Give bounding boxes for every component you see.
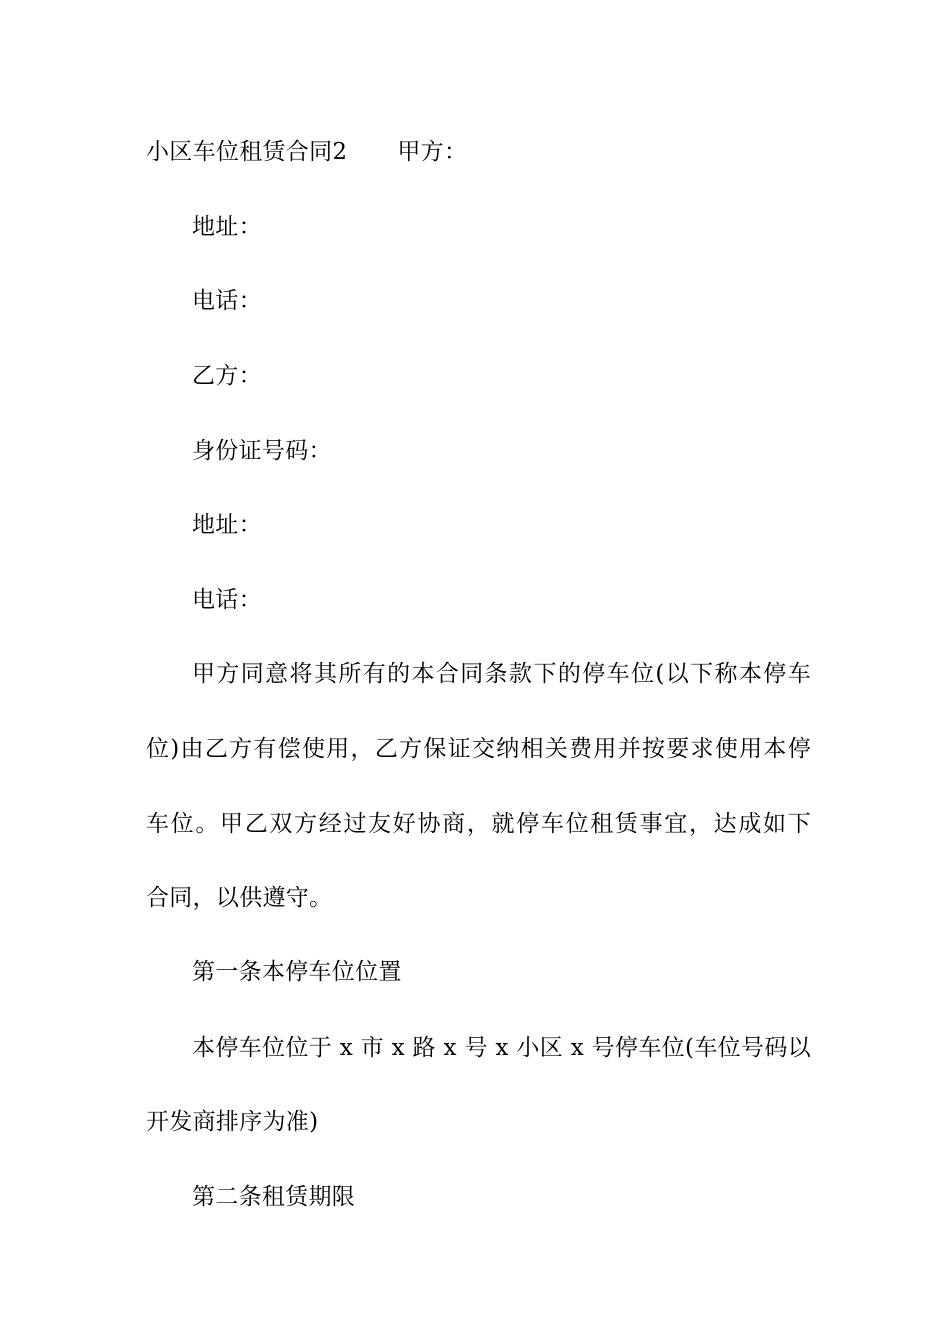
party-a-label: 甲方：	[397, 139, 468, 165]
party-a-address: 地址：	[192, 214, 262, 240]
party-b-id: 身份证号码：	[192, 438, 332, 464]
party-b-label: 乙方：	[192, 363, 262, 389]
article-1-heading: 第一条本停车位位置	[192, 959, 402, 985]
document-title: 小区车位租赁合同2	[146, 139, 348, 165]
intro-line-3: 车位。甲乙双方经过友好协商，就停车位租赁事宜，达成如下	[146, 811, 811, 837]
article-1-line-1: 本停车位位于 x 市 x 路 x 号 x 小区 x 号停车位(车位号码以	[192, 1035, 811, 1061]
intro-line-2: 位)由乙方有偿使用，乙方保证交纳相关费用并按要求使用本停	[146, 736, 811, 762]
intro-line-1: 甲方同意将其所有的本合同条款下的停车位(以下称本停车	[192, 661, 811, 687]
party-b-address: 地址：	[192, 512, 262, 538]
title-line	[146, 132, 811, 172]
article-1-line-2: 开发商排序为准)	[146, 1109, 319, 1135]
article-2-heading: 第二条租赁期限	[192, 1184, 356, 1210]
party-b-phone: 电话：	[192, 587, 262, 613]
party-a-phone: 电话：	[192, 288, 262, 314]
intro-line-4: 合同，以供遵守。	[146, 885, 333, 911]
